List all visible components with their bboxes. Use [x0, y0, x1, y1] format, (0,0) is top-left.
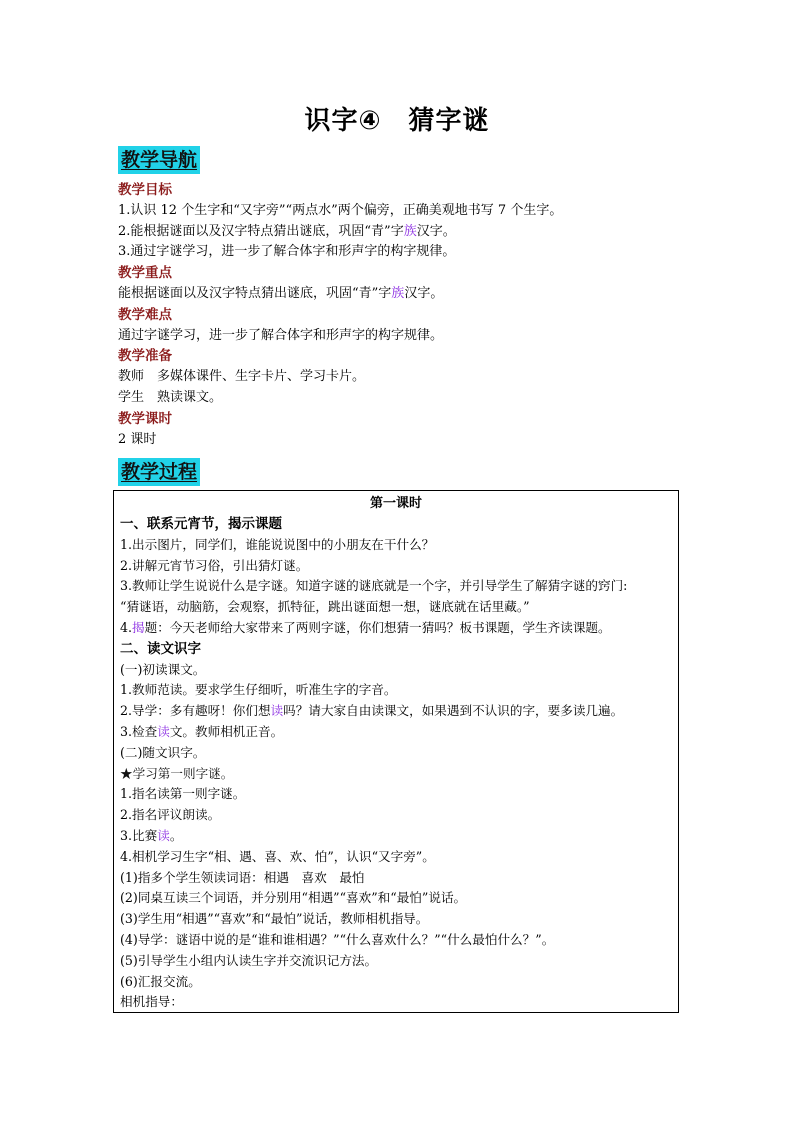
periods-count: 2 课时 [118, 431, 157, 447]
heading-goals: 教学目标 [118, 182, 172, 198]
part2-sub-4: (4)导学：谜语中说的是“谁和谁相遇？”“什么喜欢什么？”“什么最怕什么？”。 [120, 931, 555, 947]
process-box [113, 490, 679, 1013]
part2-sub-1: (1)指多个学生领读词语：相遇 喜欢 最怕 [120, 869, 365, 885]
heading-key-points: 教学重点 [118, 265, 172, 282]
prep-student: 学生 熟读课文。 [118, 389, 223, 405]
part2-riddle1: ★学习第一则字谜。 [120, 765, 234, 781]
part2-sub-6: (6)汇报交流。 [120, 973, 201, 989]
part2-sub-5: (5)引导学生小组内认读生字并交流识记方法。 [120, 952, 378, 968]
prep-teacher: 教师 多媒体课件、生字卡片、学习卡片。 [118, 369, 366, 385]
goal-2: 2.能根据谜面以及汉字特点猜出谜底，巩固“青”字族汉字。 [118, 223, 456, 239]
part2-heading: 二、读文识字 [120, 640, 201, 657]
section-teaching-process: 教学过程 [118, 458, 200, 486]
teaching-guide [118, 180, 718, 450]
key-point-1: 能根据谜面以及汉字特点猜出谜底，巩固“青”字族汉字。 [118, 285, 444, 301]
part2-sub-2: (2)同桌互读三个词语，并分别用“相遇”“喜欢”和“最怕”说话。 [120, 890, 467, 906]
part2-item3: 3.检查读文。教师相机正音。 [120, 723, 284, 739]
part2-item1: 1.教师范读。要求学生仔细听，听准生字的字音。 [120, 682, 397, 698]
part2-r1-step1: 1.指名读第一则字谜。 [120, 786, 246, 802]
part2-guidance: 相机指导： [120, 994, 183, 1010]
part2-sub1: (一)初读课文。 [120, 661, 206, 677]
part2-item2: 2.导学：多有趣呀！你们想读吗？请大家自由读课文，如果遇到不认识的字，要多读几遍。 [120, 703, 624, 719]
heading-preparation: 教学准备 [118, 348, 172, 365]
part1-rhyme: “猜谜语，动脑筋，会观察，抓特征，跳出谜面想一想，谜底就在话里藏。” [120, 599, 530, 615]
page-title: 识字④ 猜字谜 [304, 106, 490, 136]
lesson-title: 第一课时 [369, 496, 422, 511]
part1-heading: 一、联系元宵节，揭示课题 [120, 516, 282, 532]
goal-3: 3.通过字谜学习，进一步了解合体字和形声字的构字规律。 [118, 244, 456, 260]
heading-difficulties: 教学难点 [118, 306, 172, 323]
part2-sub-3: (3)学生用“相遇”“喜欢”和“最怕”说话，教师相机指导。 [120, 911, 429, 927]
part1-step4: 4.揭题：今天老师给大家带来了两则字谜，你们想猜一猜吗？板书课题，学生齐读课题。 [120, 619, 611, 635]
part2-r1-step2: 2.指名评议朗读。 [120, 807, 221, 823]
section-teaching-guide: 教学导航 [118, 146, 200, 174]
heading-periods: 教学课时 [118, 410, 172, 427]
part2-sub2: (二)随文识字。 [120, 744, 206, 760]
goal-1: 1.认识 12 个生字和“又字旁”“两点水”两个偏旁，正确美观地书写 7 个生字。 [118, 202, 563, 218]
part1-step1: 1.出示图片，同学们，谁能说说图中的小朋友在干什么？ [120, 536, 435, 552]
part2-r1-step4: 4.相机学习生字“相、遇、喜、欢、怕”，认识“又字旁”。 [120, 848, 435, 864]
difficulty-1: 通过字谜学习，进一步了解合体字和形声字的构字规律。 [118, 327, 444, 343]
part1-step2: 2.讲解元宵节习俗，引出猜灯谜。 [120, 557, 309, 573]
part1-step3: 3.教师让学生说说什么是字谜。知道字谜的谜底就是一个字，并引导学生了解猜字谜的窍门: [120, 578, 628, 594]
part2-r1-step3: 3.比赛读。 [120, 827, 183, 843]
